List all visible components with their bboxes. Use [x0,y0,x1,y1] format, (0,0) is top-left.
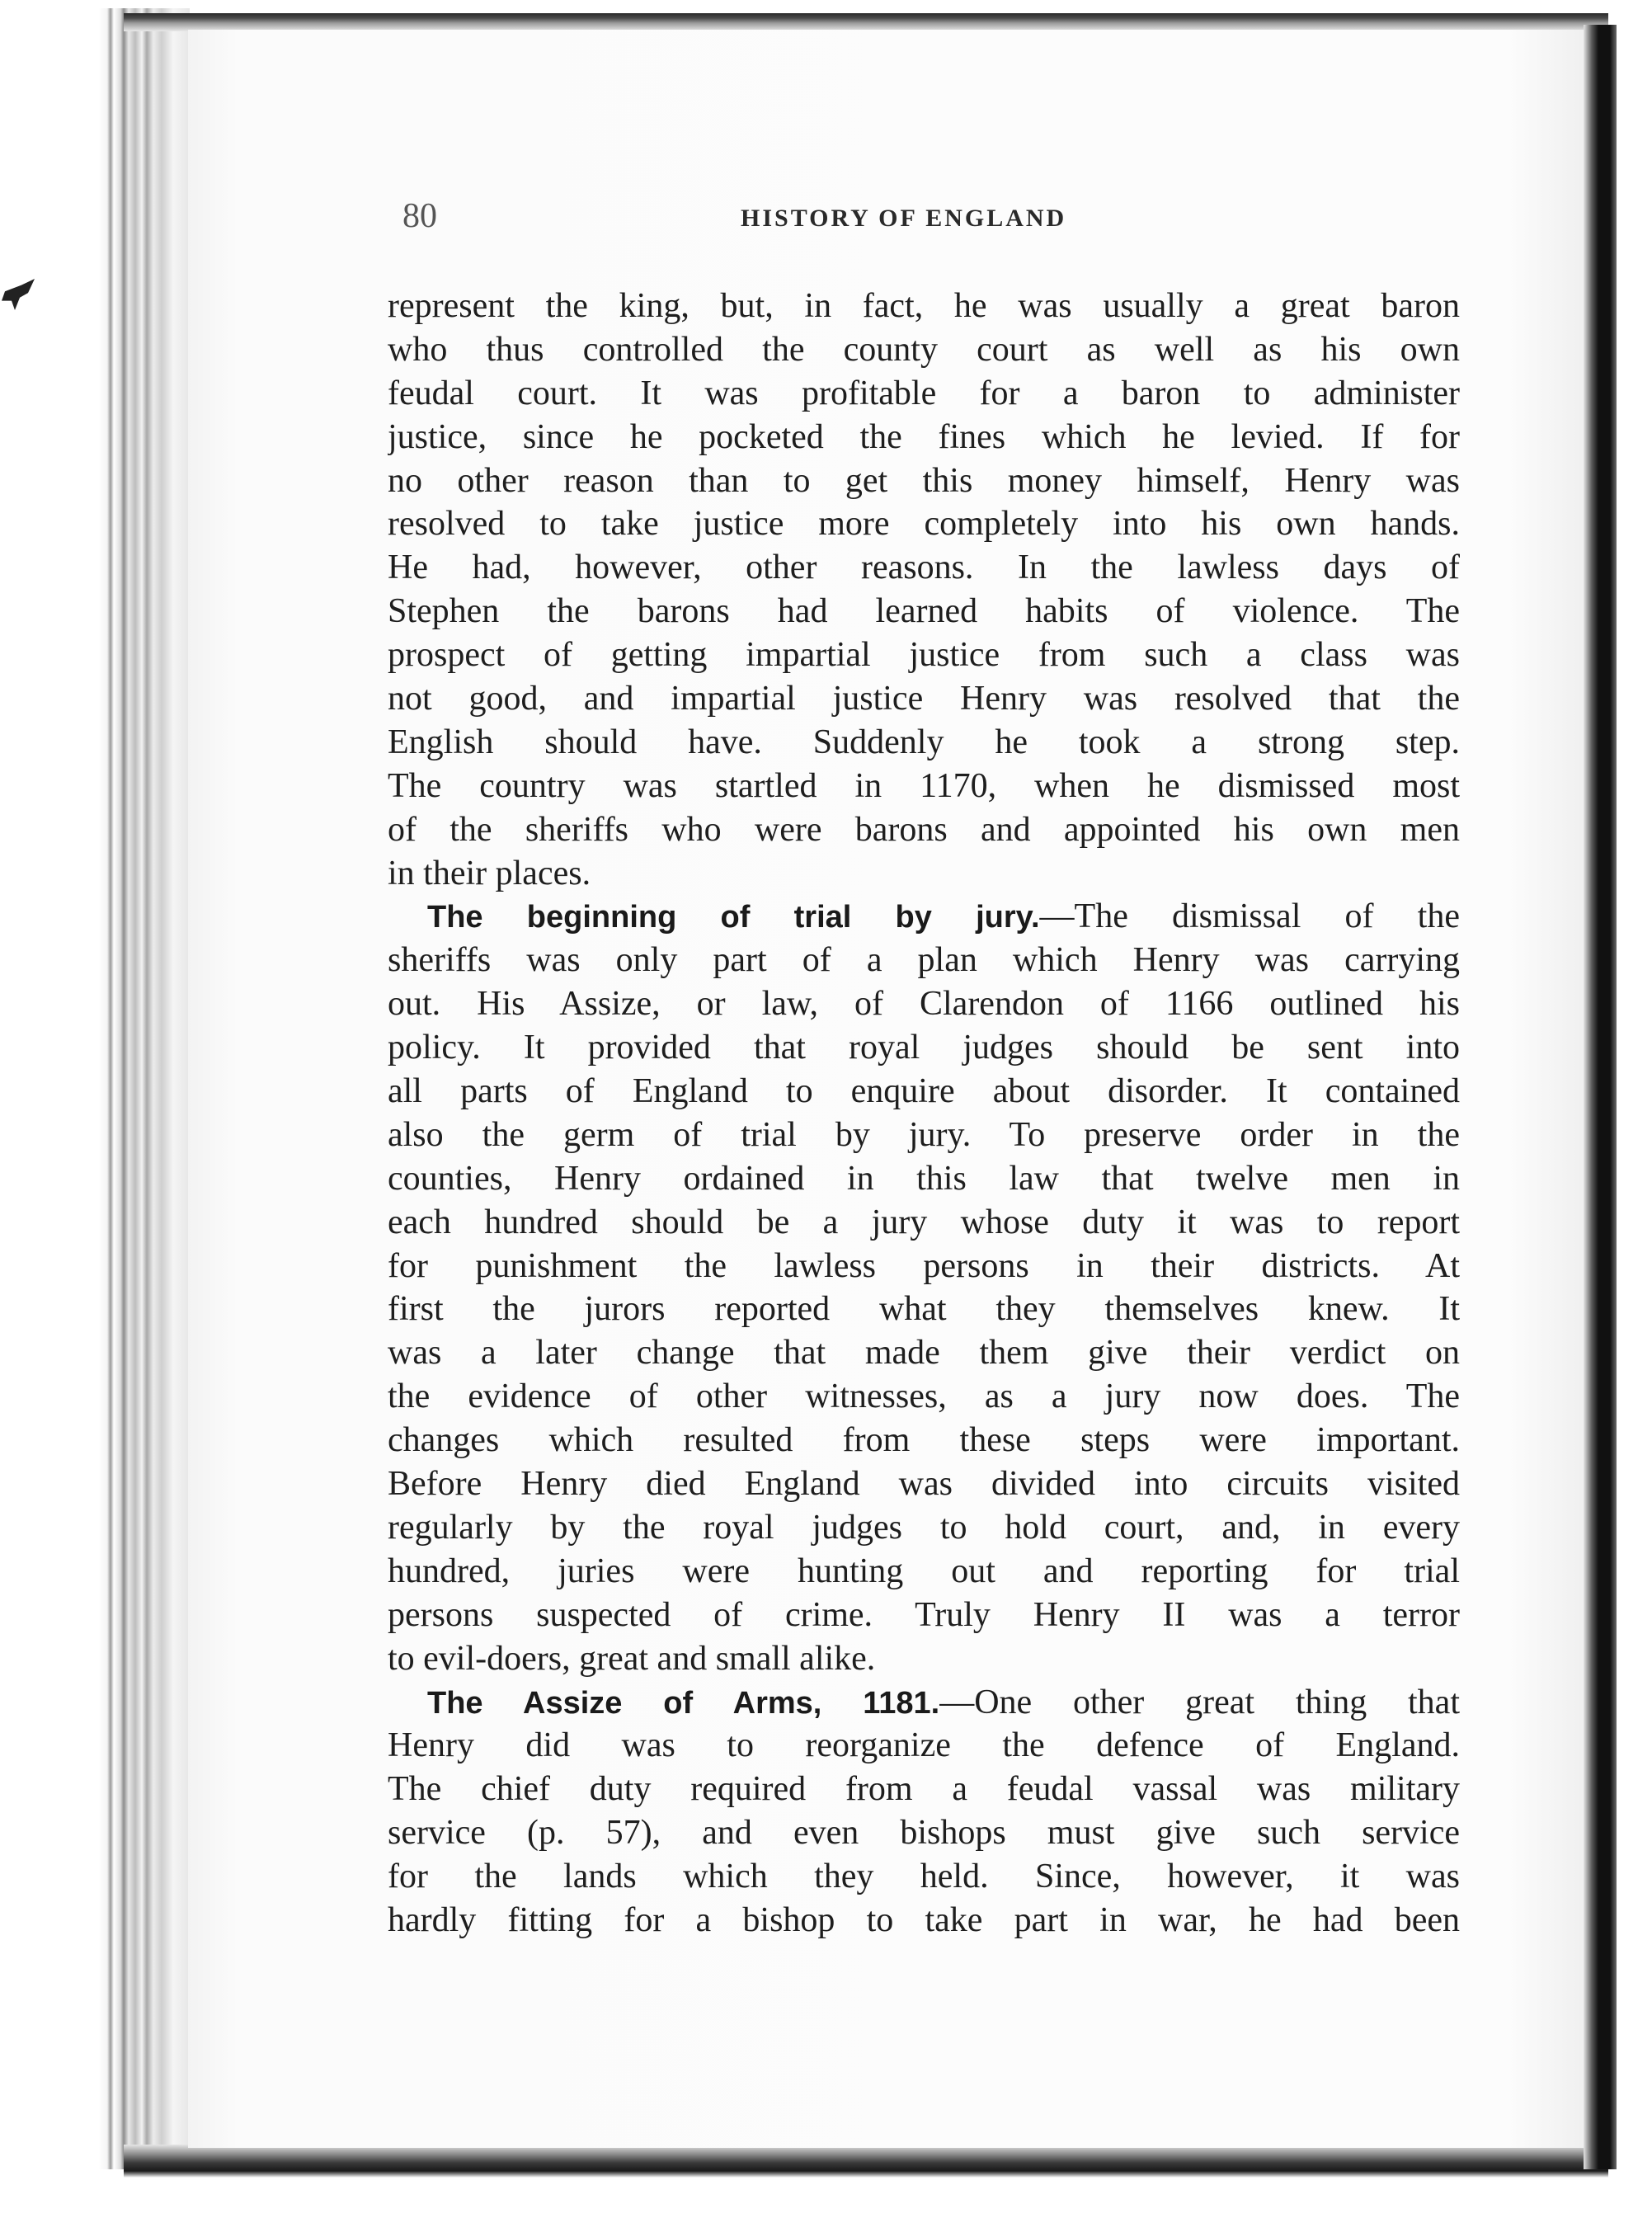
line-text: regularly by the royal judges to hold court, and, in every [388,1508,1460,1547]
text-line [388,1768,1460,1811]
text-line [388,939,1460,982]
line-text: justice, since he pocketed the fines which he levied. If for [388,417,1460,456]
text-line [388,1157,1460,1201]
text-line [388,285,1460,328]
line-text: represent the king, but, in fact, he was usually a great baron [388,287,1460,325]
line-text: each hundred should be a jury whose duty it was to report [388,1203,1460,1241]
line-text: Stephen the barons had learned habits of violence. The [388,592,1460,631]
page-number: 80 [402,197,437,235]
text-line [388,808,1460,852]
running-head [394,196,1466,246]
line-text: resolved to take justice more completely into his own hands. [388,505,1460,544]
text-line [388,590,1460,633]
line-text: hundred, juries were hunting out and reporting for trial [388,1552,1460,1590]
text-line [388,459,1460,503]
line-text: changes which resulted from these steps were important. [388,1421,1460,1460]
page-right-edge [1584,25,1617,2169]
text-line [388,1331,1460,1375]
text-line [388,1419,1460,1462]
text-line [388,1506,1460,1550]
line-text: service (p. 57), and even bishops must give such service [388,1814,1460,1853]
line-text: counties, Henry ordained in this law that twelve men in [388,1159,1460,1198]
body-text [388,285,1460,1942]
text-line [388,1811,1460,1855]
section-heading: The Assize of Arms, 1181. [427,1685,940,1721]
line-text: no other reason than to get this money himself, Henry was [388,461,1460,500]
text-line [388,982,1460,1026]
line-text: for the lands which they held. Since, however, it was [388,1858,1460,1896]
line-text: was a later change that made them give their verdict on [388,1334,1460,1373]
line-text: in their places. [388,854,591,892]
text-line [388,677,1460,721]
text-line [388,1114,1460,1157]
line-text: —The dismissal of the [1039,897,1460,936]
line-text: hardly fitting for a bishop to take part in war, he had been [388,1900,1460,1939]
text-line [388,852,1460,896]
page-bottom-edge [124,2145,1608,2178]
line-text: persons suspected of crime. Truly Henry II was a terror [388,1595,1460,1634]
text-line [388,546,1460,590]
text-line [388,328,1460,372]
text-line [388,1462,1460,1506]
line-text: out. His Assize, or law, of Clarendon of 1166 outlined his [388,985,1460,1024]
line-text: the evidence of other witnesses, as a jury now does. The [388,1377,1460,1416]
line-text: who thus controlled the county court as well as his own [388,330,1460,369]
text-line [388,1550,1460,1594]
text-line [388,372,1460,416]
text-line [388,765,1460,808]
text-line [388,1681,1460,1725]
text-line [388,1724,1460,1768]
scan-speck [2,279,35,310]
line-text: to evil-doers, great and small alike. [388,1639,876,1678]
text-line [388,416,1460,459]
line-text: sheriffs was only part of a plan which Henry was carrying [388,941,1460,980]
line-text: The chief duty required from a feudal vassal was military [388,1770,1460,1809]
line-text: policy. It provided that royal judges should be sent into [388,1029,1460,1067]
text-line [388,502,1460,546]
line-text: prospect of getting impartial justice from such a class was [388,636,1460,675]
text-line [388,1288,1460,1331]
line-text: Before Henry died England was divided into circuits visited [388,1465,1460,1504]
book-spine-edge [99,8,190,2169]
running-title: HISTORY OF ENGLAND [741,205,1067,232]
line-text: not good, and impartial justice Henry was resolved that the [388,680,1460,718]
line-text: The country was startled in 1170, when he dismissed most [388,766,1460,805]
line-text: feudal court. It was profitable for a baron to administer [388,374,1460,412]
line-text: also the germ of trial by jury. To preserve order in the [388,1115,1460,1154]
text-line [388,721,1460,765]
text-line [388,1201,1460,1245]
line-text: He had, however, other reasons. In the lawless days of [388,549,1460,587]
text-line [388,633,1460,677]
text-line [388,1375,1460,1419]
text-line [388,1594,1460,1637]
line-text: of the sheriffs who were barons and appointed his own men [388,810,1460,849]
section-heading: The beginning of trial by jury. [427,900,1040,935]
text-line [388,895,1460,939]
text-line [388,1855,1460,1899]
text-line [388,1245,1460,1288]
text-line [388,1026,1460,1070]
text-line [388,1637,1460,1681]
line-text: Henry did was to reorganize the defence of England. [388,1726,1460,1765]
line-text: English should have. Suddenly he took a strong step. [388,723,1460,761]
text-line [388,1899,1460,1942]
page-top-edge [124,13,1608,31]
text-line [388,1070,1460,1114]
line-text: for punishment the lawless persons in their districts. At [388,1246,1460,1285]
line-text: all parts of England to enquire about disorder. It contained [388,1072,1460,1111]
line-text: first the jurors reported what they themselves knew. It [388,1290,1460,1329]
line-text: —One other great thing that [939,1683,1460,1721]
